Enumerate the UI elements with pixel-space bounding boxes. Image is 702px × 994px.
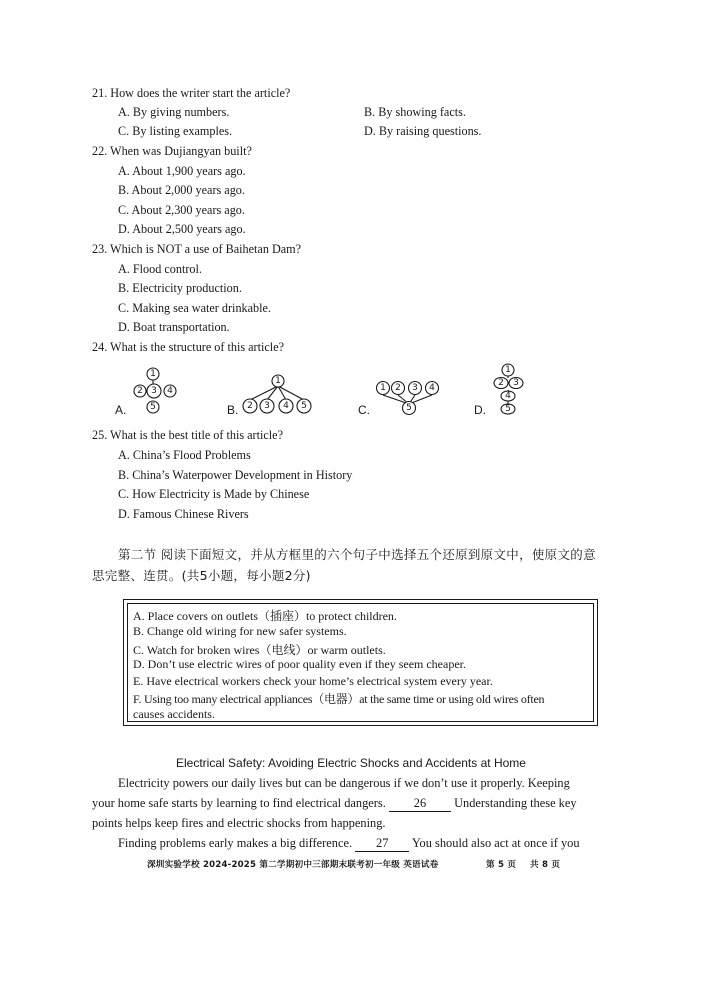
sentence-options-box xyxy=(123,599,598,726)
passage-line-1: Electricity powers our daily lives but can be dangerous if we don’t use it properly. Keeping xyxy=(118,776,570,790)
structure-diagram-b xyxy=(240,372,320,416)
svg-text:5: 5 xyxy=(406,403,412,413)
structure-diagram-c xyxy=(372,376,444,416)
section-2-instruction-line-1: 第二节 阅读下面短文，并从方框里的六个句子中选择五个还原到原文中，使原文的意 xyxy=(118,547,596,562)
question-21-option-c: C. By listing examples. xyxy=(118,124,233,138)
question-25-option-b: B. China’s Waterpower Development in History xyxy=(118,468,353,482)
question-24-stem: 24. What is the structure of this article? xyxy=(92,340,285,354)
question-23-option-d: D. Boat transportation. xyxy=(118,320,230,334)
svg-text:3: 3 xyxy=(513,378,519,388)
passage-line-2-start: your home safe starts by learning to find electrical dangers. xyxy=(92,796,386,810)
svg-text:4: 4 xyxy=(167,386,173,396)
question-22-option-d: D. About 2,500 years ago. xyxy=(118,222,246,236)
question-24-option-a-label: A. xyxy=(115,403,127,417)
passage-line-2-end: Understanding these key xyxy=(454,796,577,810)
footer-total-pages: 共 8 页 xyxy=(530,860,561,870)
box-option-e: E. Have electrical workers check your home’s electrical system every year. xyxy=(133,674,493,688)
question-25-option-d: D. Famous Chinese Rivers xyxy=(118,507,249,521)
svg-text:4: 4 xyxy=(429,383,435,393)
passage-line-3: points helps keep fires and electric shocks from happening. xyxy=(92,816,386,830)
svg-text:4: 4 xyxy=(505,391,511,401)
question-23-option-a: A. Flood control. xyxy=(118,262,202,276)
blank-27[interactable]: 27 xyxy=(355,836,409,852)
svg-text:1: 1 xyxy=(380,383,386,393)
footer-page-number: 第 5 页 xyxy=(486,860,517,870)
question-24-option-b-label: B. xyxy=(227,403,239,417)
box-option-c: C. Watch for broken wires（电线）or warm outlets. xyxy=(133,643,386,657)
structure-diagram-d xyxy=(490,361,530,417)
svg-text:1: 1 xyxy=(505,365,511,375)
svg-text:2: 2 xyxy=(395,383,401,393)
svg-text:4: 4 xyxy=(283,401,289,411)
question-22-option-b: B. About 2,000 years ago. xyxy=(118,183,245,197)
passage-line-4-start: Finding problems early makes a big difference. xyxy=(118,836,353,850)
question-23-option-c: C. Making sea water drinkable. xyxy=(118,301,271,315)
question-21-option-a: A. By giving numbers. xyxy=(118,105,230,119)
svg-text:1: 1 xyxy=(150,369,156,379)
svg-text:3: 3 xyxy=(412,383,418,393)
svg-text:2: 2 xyxy=(498,378,504,388)
question-25-option-a: A. China’s Flood Problems xyxy=(118,448,251,462)
question-22-stem: 22. When was Dujiangyan built? xyxy=(92,144,252,158)
svg-text:1: 1 xyxy=(275,376,281,386)
passage-line-4 xyxy=(118,836,580,852)
question-21-option-d: D. By raising questions. xyxy=(364,124,482,138)
question-21-stem: 21. How does the writer start the article? xyxy=(92,86,291,100)
svg-text:3: 3 xyxy=(264,401,270,411)
passage-line-4-end: You should also act at once if you xyxy=(411,836,580,850)
box-option-b: B. Change old wiring for new safer systems. xyxy=(133,624,347,638)
question-25-option-c: C. How Electricity is Made by Chinese xyxy=(118,487,310,501)
box-option-f: F. Using too many electrical appliances（电器）at the same time or using old wires often xyxy=(133,692,545,706)
footer-exam-info: 深圳实验学校 2024-2025 第二学期初中三部期末联考初一年级 英语试卷 xyxy=(147,860,439,870)
section-2-instruction-line-2: 思完整、连贯。(共5小题，每小题2分) xyxy=(92,568,311,583)
box-option-d: D. Don’t use electric wires of poor quality even if they seem cheaper. xyxy=(133,657,466,671)
svg-text:5: 5 xyxy=(301,401,307,411)
question-22-option-a: A. About 1,900 years ago. xyxy=(118,164,246,178)
svg-text:5: 5 xyxy=(505,404,511,414)
svg-text:3: 3 xyxy=(151,386,157,396)
question-24-option-c-label: C. xyxy=(358,403,370,417)
question-21-option-b: B. By showing facts. xyxy=(364,105,466,119)
svg-text:2: 2 xyxy=(137,386,143,396)
svg-text:5: 5 xyxy=(150,402,156,412)
structure-diagram-a xyxy=(120,366,185,416)
question-25-stem: 25. What is the best title of this article? xyxy=(92,428,284,442)
passage-line-2 xyxy=(92,796,577,812)
box-option-a: A. Place covers on outlets（插座）to protect children. xyxy=(133,609,397,623)
svg-text:2: 2 xyxy=(247,401,253,411)
blank-26[interactable]: 26 xyxy=(389,796,451,812)
question-23-option-b: B. Electricity production. xyxy=(118,281,242,295)
question-24-option-d-label: D. xyxy=(474,403,486,417)
passage-title: Electrical Safety: Avoiding Electric Shocks and Accidents at Home xyxy=(176,756,526,770)
question-22-option-c: C. About 2,300 years ago. xyxy=(118,203,245,217)
question-23-stem: 23. Which is NOT a use of Baihetan Dam? xyxy=(92,242,302,256)
box-option-f-continued: causes accidents. xyxy=(133,707,215,721)
